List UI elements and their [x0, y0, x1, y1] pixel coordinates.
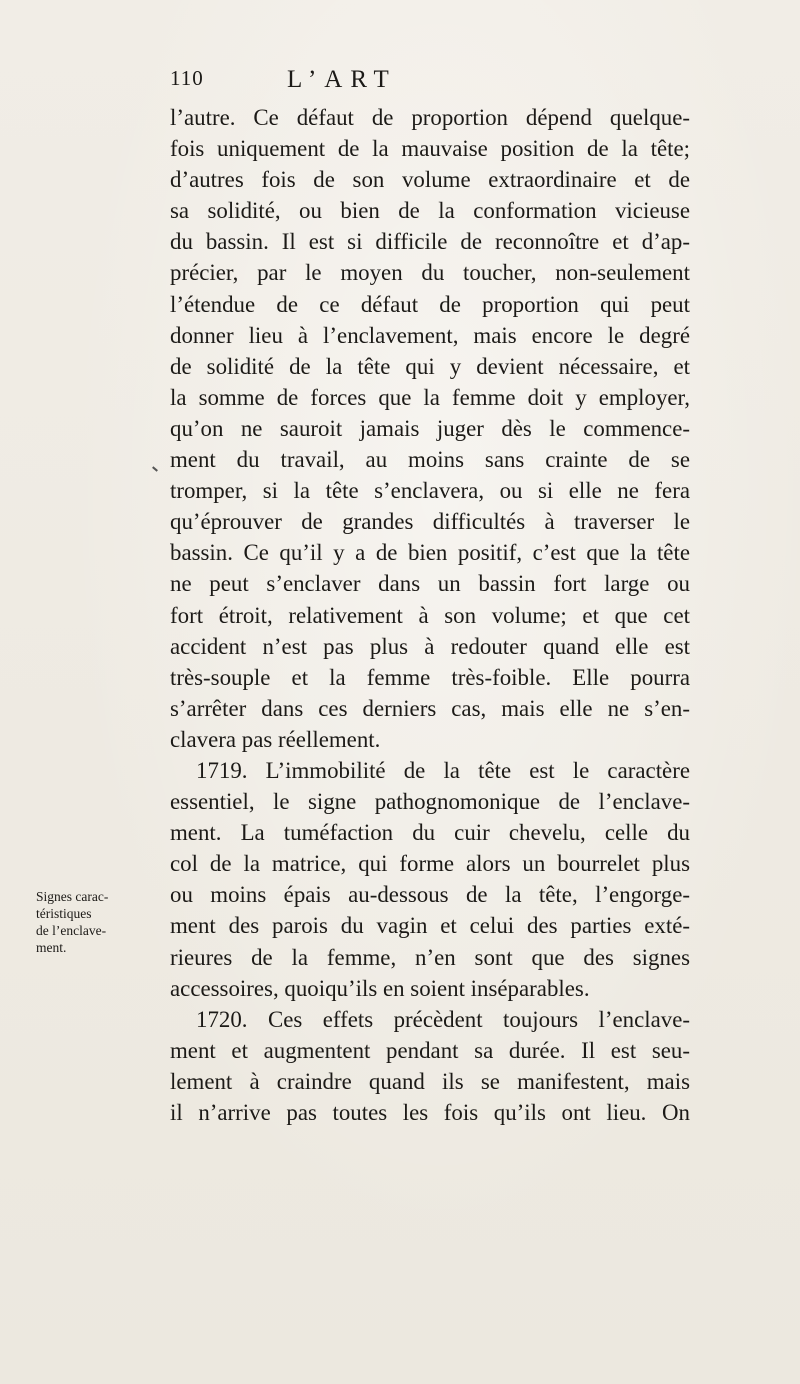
paragraph-1719	[170, 755, 690, 1004]
margin-note-line: téristiques	[36, 906, 92, 921]
margin-note-line: ment.	[36, 940, 67, 955]
text-line: ment du travail, au moins sans crainte de se	[170, 447, 690, 473]
text-line: très-souple et la femme très-foible. Elle pourra	[170, 664, 690, 690]
text-line: essentiel, le signe pathognomonique de l’enclave-	[170, 789, 690, 815]
text-line: ment et augmentent pendant sa durée. Il est seu-	[170, 1037, 690, 1063]
text-line: 1720. Ces effets précèdent toujours l’enclave-	[196, 1006, 690, 1032]
text-line: ne peut s’enclaver dans un bassin fort large ou	[170, 571, 690, 597]
text-line: du bassin. Il est si difficile de reconnoître et d’ap-	[170, 229, 690, 255]
text-line: d’autres fois de son volume extraordinaire et de	[170, 167, 690, 193]
body-text	[170, 102, 690, 1128]
page-header	[170, 66, 690, 102]
page-number: 110	[170, 66, 204, 90]
paragraph-1720	[170, 1004, 690, 1128]
margin-note	[36, 888, 168, 956]
text-line: clavera pas réellement.	[170, 726, 381, 752]
text-line: il n’arrive pas toutes les fois qu’ils ont lieu. On	[170, 1100, 690, 1125]
text-line: rieures de la femme, n’en sont que des signes	[170, 944, 690, 970]
text-line: l’étendue de ce défaut de proportion qui peut	[170, 291, 690, 317]
text-line: 1719. L’immobilité de la tête est le caractère	[196, 757, 690, 783]
text-line: tromper, si la tête s’enclavera, ou si elle ne fera	[170, 478, 690, 504]
text-line: donner lieu à l’enclavement, mais encore le degré	[170, 322, 690, 348]
text-line: de solidité de la tête qui y devient nécessaire, et	[170, 353, 690, 379]
text-line: bassin. Ce qu’il y a de bien positif, c’est que la tête	[170, 540, 690, 566]
text-line: ment des parois du vagin et celui des parties exté-	[170, 913, 690, 939]
text-line: col de la matrice, qui forme alors un bourrelet plus	[170, 851, 690, 877]
text-line: ou moins épais au-dessous de la tête, l’engorge-	[170, 882, 690, 908]
text-line: qu’on ne sauroit jamais juger dès le commence-	[170, 415, 690, 441]
text-line: ment. La tuméfaction du cuir chevelu, celle du	[170, 820, 690, 846]
running-title: L’ART	[287, 66, 397, 93]
margin-note-line: de l’enclave-	[36, 923, 107, 938]
text-line: fort étroit, relativement à son volume; et que cet	[170, 602, 690, 628]
text-line: s’arrêter dans ces derniers cas, mais elle ne s’en-	[170, 695, 690, 721]
stray-mark	[152, 466, 158, 471]
text-line: précier, par le moyen du toucher, non-seulement	[170, 260, 690, 286]
text-line: sa solidité, ou bien de la conformation vicieuse	[170, 198, 690, 224]
text-line: lement à craindre quand ils se manifestent, mais	[170, 1068, 690, 1094]
text-line: fois uniquement de la mauvaise position de la tête;	[170, 136, 690, 162]
text-line: la somme de forces que la femme doit y employer,	[170, 384, 690, 410]
margin-note-line: Signes carac-	[36, 889, 109, 904]
text-line: l’autre. Ce défaut de proportion dépend quelque-	[170, 105, 690, 130]
paragraph-continued	[170, 102, 690, 755]
text-line: accident n’est pas plus à redouter quand elle est	[170, 633, 690, 659]
text-line: accessoires, quoiqu’ils en soient inséparables.	[170, 975, 590, 1001]
text-line: qu’éprouver de grandes difficultés à traverser le	[170, 509, 690, 535]
